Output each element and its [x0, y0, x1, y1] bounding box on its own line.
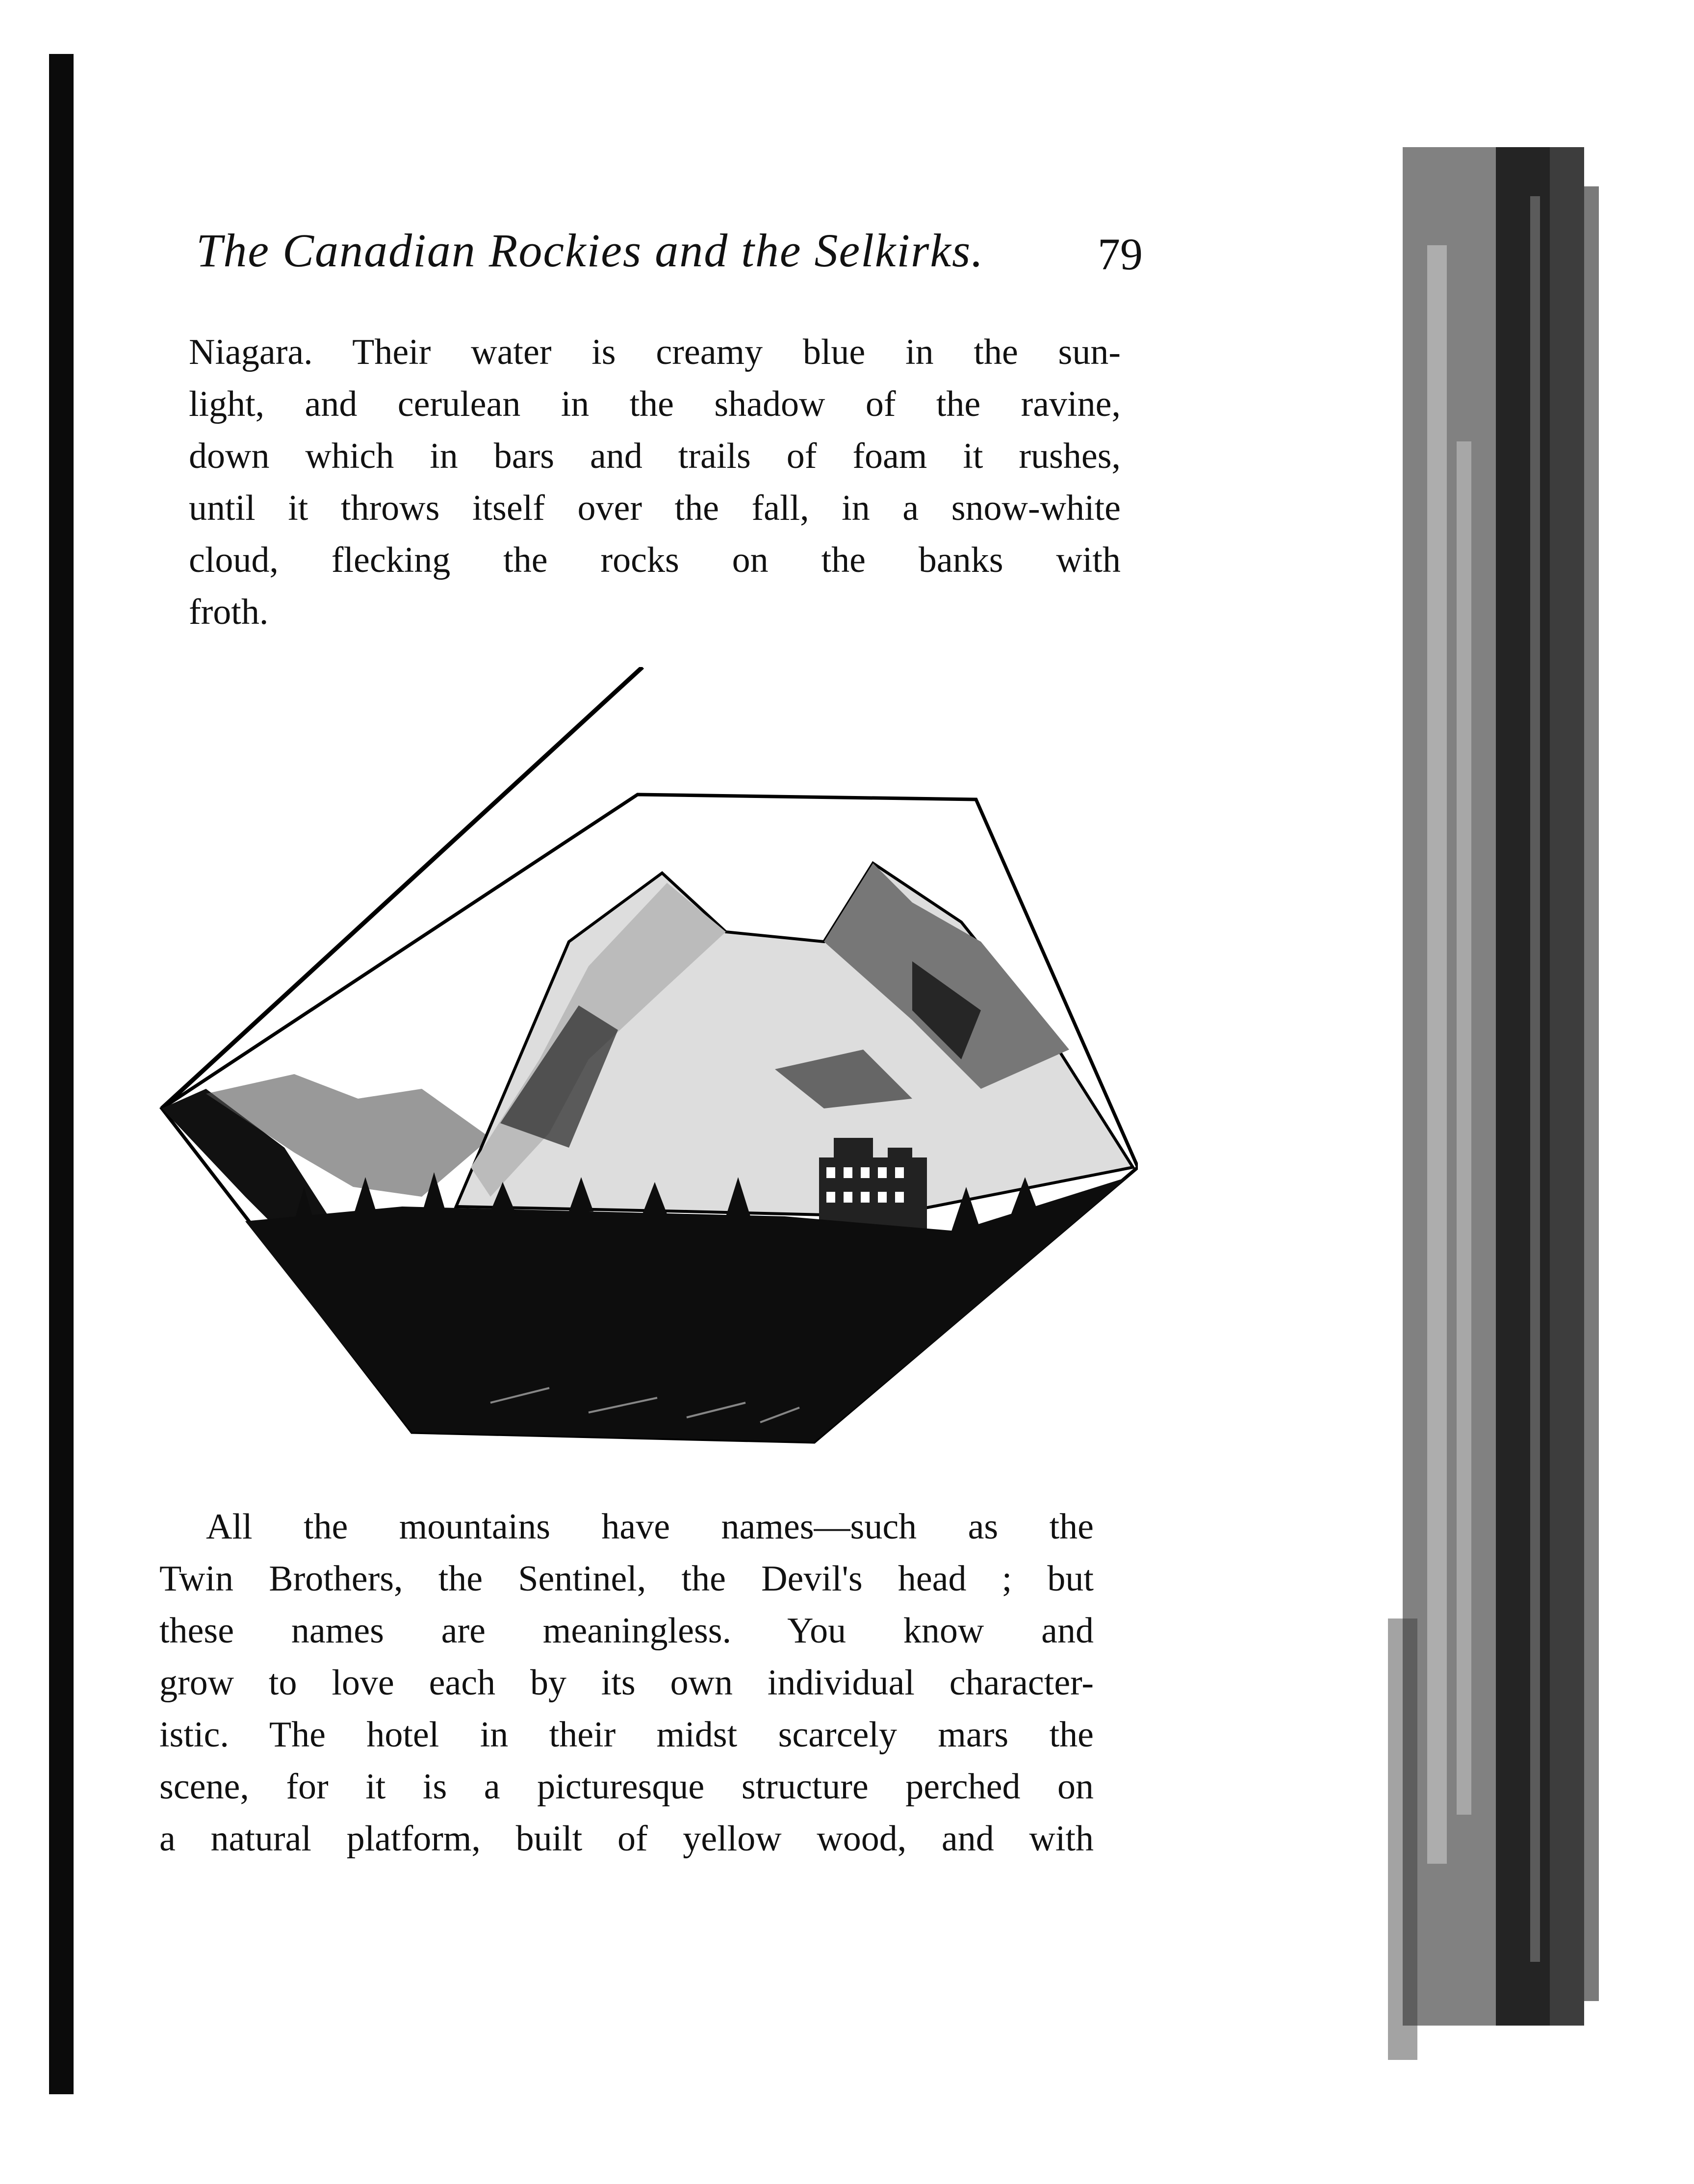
text-line: these names are meaningless. You know and	[159, 1611, 1094, 1651]
paragraph-top	[189, 326, 1121, 638]
text-line: grow to love each by its own individual character-	[159, 1663, 1094, 1703]
text-line: Twin Brothers, the Sentinel, the Devil's head ; but	[159, 1559, 1094, 1599]
scan-binding-shadow	[49, 54, 74, 2094]
page-header	[196, 223, 1143, 297]
scan-edge-noise	[1359, 0, 1623, 2184]
paragraph-bottom	[159, 1501, 1094, 1865]
text-line: a natural platform, built of yellow wood, and with	[159, 1819, 1094, 1859]
text-line: down which in bars and trails of foam it rushes,	[189, 436, 1121, 476]
text-line: froth.	[189, 592, 269, 632]
text-line: cloud, flecking the rocks on the banks with	[189, 540, 1121, 580]
text-line: Niagara. Their water is creamy blue in the sun-	[189, 332, 1121, 372]
text-line: light, and cerulean in the shadow of the ravine,	[189, 384, 1121, 424]
mountain-hotel-engraving-icon	[147, 667, 1138, 1462]
text-line: All the mountains have names—such as the	[206, 1507, 1094, 1547]
text-line: istic. The hotel in their midst scarcely mars the	[159, 1715, 1094, 1755]
text-line: until it throws itself over the fall, in a snow-white	[189, 488, 1121, 528]
text-line: scene, for it is a picturesque structure perched on	[159, 1767, 1094, 1807]
running-title: The Canadian Rockies and the Selkirks.	[196, 224, 984, 277]
page-number: 79	[1098, 229, 1143, 279]
